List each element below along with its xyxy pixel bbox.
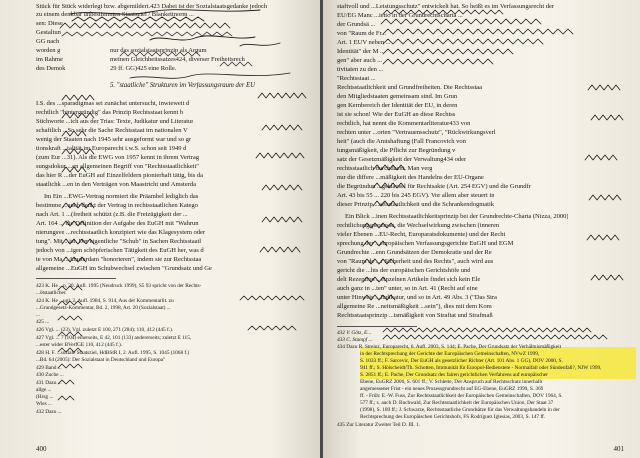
text-line: tungsmäßigkeit, die Pflicht zur Begründung v: [337, 147, 456, 154]
footnote: 427 Vgl. ... 7 (104) einerseits, E 42, 101 (133) andererseits; zuletzt E 115,: [36, 335, 192, 341]
text-line: delt Rezeption ...einzelnen Artikeln findet sich kein Ele: [337, 276, 481, 283]
text-line: allgemeine Re ...neitsmäßigkeit ...sein"), dies mit dem Kom: [337, 303, 492, 310]
footnote: 425 ...: [36, 319, 50, 325]
text-line: gen" aber auch ...: [337, 57, 382, 64]
text-line: gen Kernbereich der Identität der EU, in deren: [337, 102, 458, 109]
page-number: 400: [36, 445, 47, 453]
text-line: im Rahme: [36, 56, 63, 63]
footnote: ...Bd. 64 (2005): Der Sozialstaat in Deutschland und Europa": [36, 357, 166, 363]
footnote: 424 K. He ...ugl. 2, Aufl. 1984, S. 914, Aus der Kommentarlit. zu: [36, 298, 174, 304]
footnote: 433 C. Stumpf ...: [337, 337, 373, 343]
text-line: nur das sozialstaatsprinzip als Argum: [110, 47, 207, 54]
footnote: S. 1033 ff.; F. Sarcevic, Der EuGH als gesetzlicher Richter (Art. 101 Abs. 1 GG), DÖV 2000, S.: [360, 358, 563, 364]
text-line: sen: Diese: [36, 20, 63, 27]
footnote-rule: [337, 326, 417, 327]
text-line: unter Hinweis ...Judikatur, und so in Art. 49 Abs. 3 ("Das Stra: [337, 294, 497, 301]
footnote: 577 ff.; s. auch D. Buchwald, Zur Rechtsstaatlichkeit der Europäischen Union, Der Staat 37: [360, 400, 554, 406]
text-line: tivitaten zu den ...: [337, 66, 384, 73]
text-line: schaftlich ...So sehr die Sache Rechtsstaat im nationalen V: [36, 127, 188, 134]
text-line: Stück für Stück widerlegt bzw. abgemildert.423 Dabei ist der Sozialstaatsgedanke jedoch: [36, 3, 268, 10]
footnote: ...: [36, 312, 40, 318]
text-line: rechtlichungsprozesse, die Wechselwirkung zwischen (inneren: [337, 222, 500, 229]
footnote: 432 Dazu ...: [36, 409, 62, 415]
text-line: auch ganz in ...ten" unter, so in Art. 41 (Recht auf eine: [337, 285, 478, 292]
text-line: von "Raum de Fr...: [337, 30, 387, 37]
text-line: den Mitgliedstaaten gemeinsam sind. Im Grun: [337, 93, 458, 100]
text-line: Art. 1 EUV neben ...: [337, 39, 391, 46]
text-line: meinen Gleichheitssatzes424, diverser Freiheitsrech: [110, 56, 245, 63]
text-line: vieler Ebenen ...EU-Recht, Europaratsdokumente) und der Recht: [337, 231, 506, 238]
footnote: 423 K. He ...n, 20. Aufl. 1995 (Neudruck 1999), S5 93 spricht von der Rechts-: [36, 283, 202, 289]
text-line: tung". Mit ...ist. Der eigentliche "Schub" in Sachen Rechtsstaatl: [36, 238, 202, 245]
footnote: 430 Zuche ...: [36, 372, 64, 378]
text-line: nur die differe ...mäßigkeit des Handelns der EU-Organe: [337, 174, 484, 181]
page-number: 401: [613, 445, 624, 453]
text-line: Stichworte ...ich aus der Trias: Texte, Judikatur und Literatur: [36, 118, 194, 125]
text-line: I.S. des ...sparadigmas sei zunächst untersucht, inwieweit d: [36, 100, 190, 107]
text-line: Gestaltun: [36, 29, 61, 36]
text-line: wenig der Staaten nach 1945 sehr ausgeformt war und so gr: [36, 136, 191, 143]
text-line: allgemeine ...EuGH im Schubwechsel zwischen "Grundsatz und Ge: [36, 265, 212, 272]
text-line: sungsdokur ...en allgemeinen Begriff von "Rechtsstaatlichkeit": [36, 163, 199, 170]
text-line: Art. 164 ... die Definition der Aufgabe des EuGH mit "Wahrun: [36, 220, 199, 227]
text-line: Rechtsstaatsprinzip ...tsmäßigkeit von Straftat und Strafmaß: [337, 312, 493, 319]
text-line: das hier R ...der EuGH auf Einzelfeldern pionierhaft tätig, bis da: [36, 172, 203, 179]
section-heading: 5. "staatliche" Strukturen im Verfassungsraum der EU: [110, 82, 256, 89]
text-line: Rechtsstaatlichkeit und Grundfreiheiten. Die Rechtsstaa: [337, 84, 483, 91]
text-line: des Demok: [36, 65, 66, 72]
text-line: ist sie schon! Wie der EuGH an diese Rechtss: [337, 111, 456, 118]
footnote: 434 Dazu R. Streinz, Europarecht, 6. Aufl. 2003, S. 144; E. Pache, Der Grundsatz der Verhältnismäßigkeit: [337, 344, 562, 350]
footnote: S. 2851 ff.; E. Pache, Der Grundsatz des fairen gerichtlichen Verfahrens auf europäischer: [360, 372, 548, 378]
footnote: 941 ff.; S. Hölscheidt/Th. Schotten, Immunität für Europol-Bedienstete - Normalfall oder Sündenfall?, NJW 1999,: [360, 365, 602, 371]
footnote: 428 H. F. ...soziale Staatsziel, HdBStR I, 2. Aufl. 1995, S. 1045 (1068 f.): [36, 350, 190, 356]
text-line: nierungsve ...rechtsstaatlich konzipiert wie das Klagesystem oder: [36, 229, 206, 236]
text-line: zu einem denkbar unbestimmten Staatsziel / Blankettnorm ...: [36, 11, 194, 18]
text-line: der Grundsä ...: [337, 21, 376, 28]
text-line: 29 ff. GG)425 eine Rolle.: [110, 65, 177, 72]
text-line: heit" (auch die Amtshaftung (Fall Francovich von: [337, 138, 466, 145]
text-line: rechtsstaatlich durchdacht. Man verg: [337, 165, 433, 172]
footnote: Rechtsprechung des Europäischen Gerichtshofs, FS Rodríguez Iglesias, 2003, S. 147 ff.: [360, 414, 546, 420]
footnote: ff. - Früh: E.-W. Fuss, Zur Rechtsstaatlichkeit der Europäischen Gemeinschaften, DÖV 1964, S.: [360, 393, 563, 399]
text-line: bestimme ...auch denkt der Vertrag in rechtsstaatlichen Katego: [36, 202, 198, 209]
footnote: ...ötstaatlicher.: [36, 290, 67, 296]
text-line: (zum Eur ...31). Als die EWG von 1957 kennt in ihrem Vertrag: [36, 154, 199, 161]
text-line: staatlichk ...en in den Verträgen von Maastricht und Amsterda: [36, 181, 196, 188]
text-line: von "Raum de ...r Sicherheit und des Rechts", auch wird aus: [337, 258, 494, 265]
text-line: nach Art. 1 ...(freiheit schützt (z.B. die Freizügigkeit der ...: [36, 211, 188, 218]
text-line: sprechung der ...europäischen Verfassungsgerichte EuGH und EGM: [337, 240, 514, 247]
text-line: dieser Prinzip ...aftsstaatlichkeit und die Schrankendogmatik: [337, 201, 494, 208]
text-line: rechtlich "hintergründig" das Prinzip Rechtsstaat kennt b: [36, 109, 184, 116]
text-line: Grundrechte ...enn Grundsätzen der Demokratie und der Re: [337, 249, 492, 256]
footnote: 426 Vgl. ... (23), Vgl. zuletzt E 100, 271 (284); 110, 412 (445 f.).: [36, 327, 174, 333]
footnote-rule: [36, 278, 116, 279]
footnote: (1998), S. 189 ff.; J. Schwarze, Rechtsstaatliche Grundsätze für das Verwaltungshandeln in der: [360, 407, 560, 413]
footnote: allge ...: [36, 387, 52, 393]
text-line: te von Ma ...Amsterdam "honorieren", indem sie zur Rechtsstaa: [36, 256, 202, 263]
footnote: 431 Dazu ...: [36, 380, 62, 386]
footnote: (Hrsg ...: [36, 394, 54, 400]
text-line: gericht die ...hts der europäischen Gerichtshöfe und: [337, 267, 471, 274]
footnote: 429 Band ...: [36, 365, 62, 371]
text-line: rechtlich, hat nennt die Kommentarliteratur433 von: [337, 120, 471, 127]
footnote: 435 Zur Literatur Zweiter Teil D. III. 1.: [337, 422, 421, 428]
right-page: [323, 0, 640, 458]
text-line: GG nach: [36, 38, 60, 45]
text-line: Im Ein ...EWG-Vertrag normiert die Präambel lediglich das: [44, 193, 199, 200]
text-line: Identität" der M ...: [337, 48, 385, 55]
text-line: satz der Gesetzmäßigkeit der Verwaltung434 oder: [337, 156, 467, 163]
text-line: staftvoll und ...Leistungsschutz" entwickelt hat. So heißt es im Verfassungsrecht der: [337, 3, 554, 10]
text-line: "Rechtsstaat ...: [337, 75, 376, 82]
text-line: rechten unter ...orten "Vertrauensschutz", "Rückwirkungsverl: [337, 129, 496, 136]
text-line: jedoch von ...igen schöpferischen Tätigkeit des EuGH her, was d: [36, 247, 204, 254]
text-line: EU/EG Manc ...ietto in der Grundrechtscharta ...: [337, 12, 463, 19]
footnote: angemessener Frist - ein neues Prozessgrundrecht auf EG-Ebene, EuGRZ 1999, S. 369: [360, 386, 544, 392]
text-line: Art. 43 bis 55 ... 220 bis 245 EGV). Vor allem aber steuert in: [337, 192, 495, 199]
footnote: ...Grundgesetz-Kommentar, Bd. 2, 1998, Art. 20 (Sozialstaat) ...: [36, 305, 171, 311]
text-line: Ein Blick ...inen Rechtsstaatlichkeitsprinzip bei der Grundrechte-Charta (Nizza, 2000): [345, 213, 569, 220]
footnote: 432 V. Götz, E...: [337, 330, 372, 336]
text-line: tionskraft ...talität im Europarecht i.w.S. schon seit 1949 d: [36, 145, 187, 152]
footnote: in der Rechtsprechung der Gerichte der Europäischen Gemeinschaften, NVwZ 1999,: [360, 351, 540, 357]
text-line: die Begründun ...gsklausel für Rechtsakte (Art. 254 EGV) und die Grundfr: [337, 183, 531, 190]
footnote: Wies ...: [36, 401, 52, 407]
text-line: worden g: [36, 47, 61, 54]
footnote: ...ester wider BVerfGE 110, 412 (445 f.).: [36, 342, 123, 348]
footnote: Ebene, EuGRZ 2000, S. 601 ff.; V. Schlette, Der Anspruch auf Rechtsschutz innerhalb: [360, 379, 543, 385]
